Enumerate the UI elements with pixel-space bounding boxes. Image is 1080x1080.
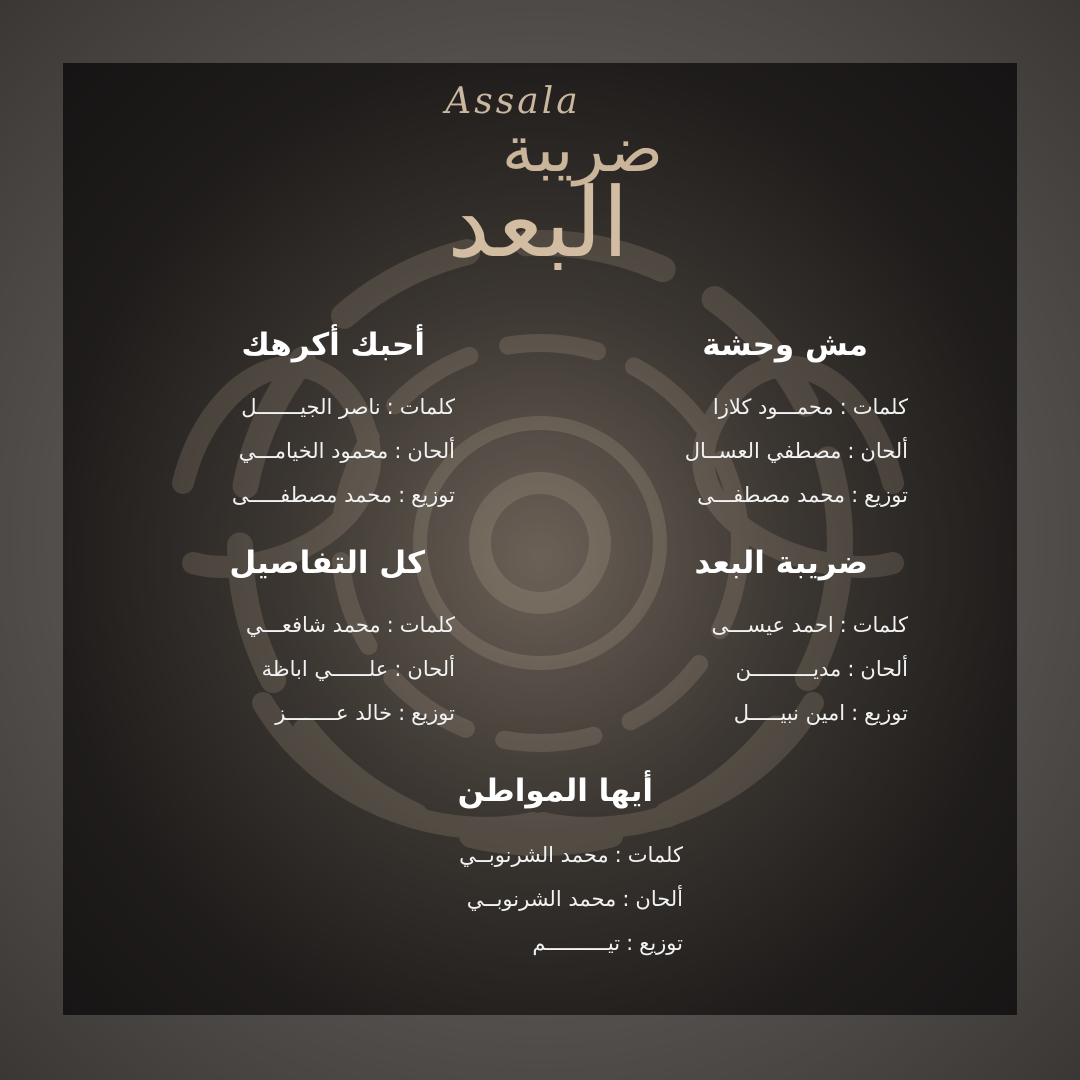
album-title-line-2: البعد: [447, 167, 629, 279]
song-card: [488, 543, 908, 735]
credit-melody: ألحان:محمود الخيامـــي: [238, 439, 455, 463]
credit-melody: ألحان:مديــــــــــن: [735, 657, 908, 681]
lyrics-value: محمد شافعـــي: [245, 613, 381, 637]
lyrics-value: محمد الشرنوبــي: [459, 843, 609, 867]
melody-value: مصطفي العســال: [684, 439, 842, 463]
credit-arrangement: توزيع:تيــــــــــم: [532, 931, 683, 955]
credit-arrangement: توزيع:خالد عــــــــز: [275, 701, 455, 725]
credit-arrangement: توزيع:محمد مصطفـــــى: [231, 483, 455, 507]
song-card: [63, 543, 455, 735]
melody-value: محمد الشرنوبــي: [466, 887, 617, 911]
song-title: أحبك أكرهك: [241, 327, 425, 363]
arrangement-value: محمد مصطفـــى: [697, 483, 846, 507]
arrangement-value: تيــــــــــم: [532, 931, 621, 955]
lyrics-value: احمد عيســـى: [711, 613, 834, 637]
arrangement-value: خالد عــــــــز: [275, 701, 393, 725]
credit-melody: ألحان:محمد الشرنوبــي: [466, 887, 683, 911]
song-title: ضريبة البعد: [694, 545, 868, 581]
song-title: مش وحشة: [702, 327, 868, 363]
song-card: [63, 325, 455, 517]
melody-value: مديــــــــــن: [735, 657, 842, 681]
arrangement-value: محمد مصطفـــــى: [231, 483, 393, 507]
album-title-line-1: ضريبة: [501, 113, 663, 187]
credit-lyrics: كلمات:محمد الشرنوبــي: [459, 843, 683, 867]
credit-arrangement: توزيع:امين نبيـــــل: [733, 701, 908, 725]
credit-lyrics: كلمات:محمد شافعـــي: [245, 613, 455, 637]
song-card: [488, 325, 908, 517]
song-title: أيها المواطن: [457, 773, 653, 809]
song-card: [263, 771, 683, 965]
credit-lyrics: كلمات:احمد عيســـى: [711, 613, 908, 637]
melody-value: علــــــي اباظة: [261, 657, 389, 681]
credit-lyrics: كلمات:ناصر الجيـــــــل: [241, 395, 455, 419]
artist-logo: Assala: [445, 81, 581, 122]
credit-melody: ألحان:علــــــي اباظة: [261, 657, 455, 681]
lyrics-value: محمـــود كلازا: [712, 395, 834, 419]
poster-panel: [63, 63, 1017, 1015]
credit-melody: ألحان:مصطفي العســال: [684, 439, 908, 463]
credit-lyrics: كلمات:محمـــود كلازا: [712, 395, 908, 419]
song-title: كل التفاصيل: [229, 545, 425, 581]
arrangement-value: امين نبيـــــل: [733, 701, 846, 725]
lyrics-value: ناصر الجيـــــــل: [241, 395, 381, 419]
melody-value: محمود الخيامـــي: [238, 439, 389, 463]
credit-arrangement: توزيع:محمد مصطفـــى: [697, 483, 908, 507]
